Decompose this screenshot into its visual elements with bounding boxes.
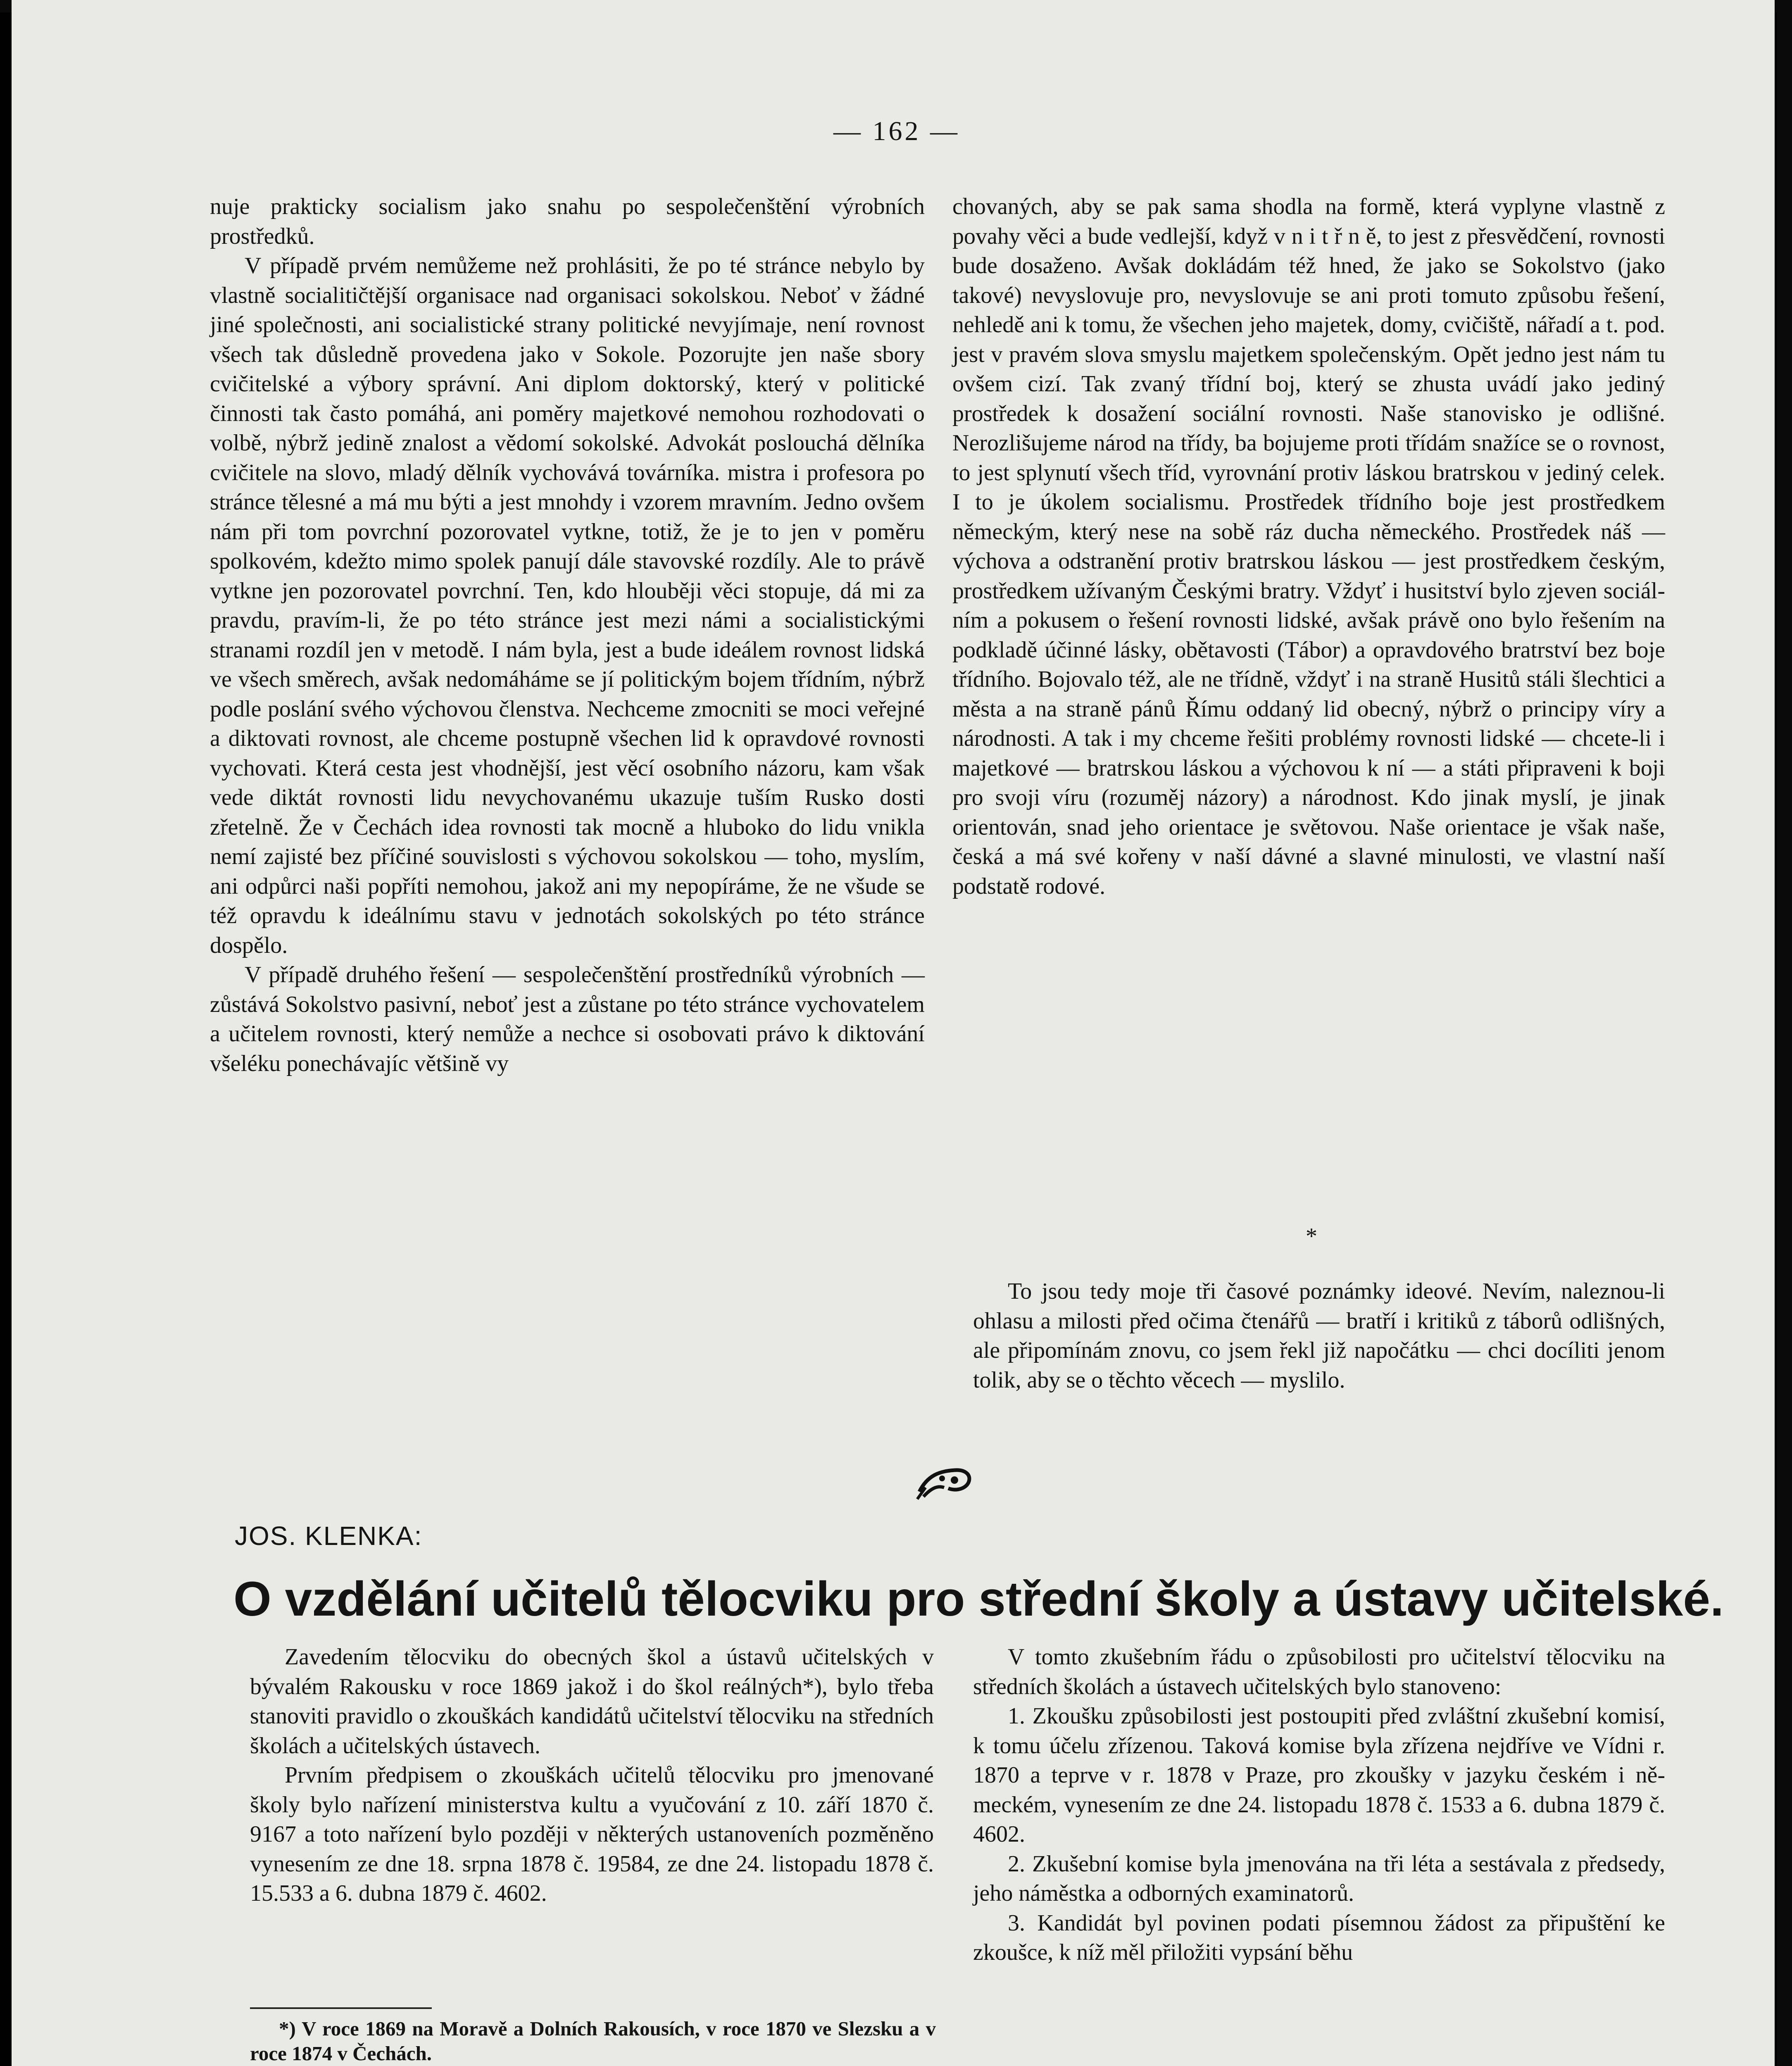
paragraph: V případě prvém nemůžeme než prohlásiti, že po té stránce nebylo by vlastně socialitičtější organisace nad organisaci sokolskou. Neboť v žádné jiné společnosti, ani socialistické strany politické nevyjímaje, není rovnost všech tak důsledně provedena jako v Sokole. Pozorujte jen naše sbory cvičitelské a výbory správní. Ani diplom doktorský, který v politické činnosti tak často pomáhá, ani poměry majetkové nemohou rozhodovati o volbě, nýbrž jedině znalost a vědomí sokolské. Advokát poslouchá dělníka cvičitele na slovo, mladý dělník vychovává továrníka. mistra i profesora po stránce tělesné a má mu býti a jest mnohdy i vzorem mravním. Jedno ovšem nám při tom povrchní pozorovatel vytkne, totiž, že je to jen v poměru spolkovém, kdežto mimo spolek panují dále stavovské rozdíly. Ale to právě vytkne jen pozorovatel povrchní. Ten, kdo hlouběji věci stopuje, dá mi za pravdu, pravím-li, že po této stránce jest mezi námi a socialistickými stranami rozdíl jen v metodě. I nám byla, jest a bude ideálem rovnost lidská ve všech směrech, avšak nedomáháme se jí politickým bojem třídním, nýbrž podle poslání svého výchovou členstva. Nechceme zmocniti se moci veřejné a diktovati rovnost, ale chceme postupně všechen lid k opravdové rovnosti vychovati. Která cesta jest vhodnější, jest věcí osobního názoru, kam však vede diktát rovnosti lidu nevychovanému ukazuje tuším Rusko dosti zřetelně. Že v Čechách idea rovnosti tak mocně a hluboko do lidu vnikla nemí zajisté bez příčiné souvislosti s výchovou sokolskou — toho, myslím, ani odpůrci naši popříti nemohou, jakož ani my nepopíráme, že ne všude se též opravdu k ideálnímu stavu v jednotách sokolských po této stránce dospělo. — [210, 253, 925, 958]
article-title: O vzdělání učitelů tělocviku pro střední školy a ústavy učitelské. — [233, 1572, 1724, 1626]
footnote-text: *) V roce 1869 na Moravě a Dolních Rakousích, v roce 1870 ve Slezsku a v roce 1874 v Čechách. — [250, 2017, 936, 2065]
article-author: JOS. KLENKA: — [235, 1521, 423, 1551]
paragraph: nuje prakticky socialism jako snahu po sespolečenštění výrobních prostředků. — [210, 194, 925, 249]
scan-border-right — [1777, 0, 1792, 2066]
paragraph: 1. Zkoušku způsobilosti jest postoupiti před zvláštní zkušební komisí, k tomu účelu zřízenou. Taková komise byla zřízena nejdříve ve Vídni r. 1870 a teprve v r. 1878 v Praze, pro zkoušky v jazyku českém i německém, vynesením ze dne 24. listopadu 1878 č. 1533 a 6. dubna 1879 č. 4602. — [973, 1703, 1665, 1847]
paragraph: Prvním předpisem o zkouškách učitelů tělocviku pro jmenované školy bylo nařízení ministerstva kultu a vyučování z 10. září 1870 č. 9167 a toto nařízení bylo později v některých ustanoveních pozměněno vynesením ze dne 18. srpna 1878 č. 19584, ze dne 24. listopadu 1878 č. 15.533 a 6. dubna 1879 č. 4602. — [250, 1762, 934, 1906]
paragraph: V případě druhého řešení — sespolečenštění prostředníků výrobních — zůstává Sokolstvo pasivní, neboť jest a zůstane po této stránce vychovatelem a učitelem rovnosti, který nemůže a nechce si osobovati právo k diktování všeléku ponechávajíc většině vy — [210, 962, 925, 1076]
article-column-right — [973, 1642, 1665, 1968]
section-separator-star: * — [1306, 1223, 1317, 1249]
footnote-divider — [250, 2007, 432, 2009]
article-column-left — [210, 192, 925, 1078]
paragraph: V tomto zkušebním řádu o způsobilosti pro učitelství tělocviku na středních školách a ústavech učitelských bylo stanoveno: — [973, 1644, 1665, 1699]
article-column-left — [250, 1642, 934, 1909]
paragraph: chovaných, aby se pak sama shodla na formě, která vyplyne vlastně z povahy věci a bude vedlejší, když v n i t ř n ě, to jest z přesvědčení, rovnosti bude dosaženo. Avšak dokládám též hned, že jako se Sokolstvo (jako takové) nevyslovuje pro, nevyslovuje se ani proti tomuto způsobu řešení, nehledě ani k tomu, že všechen jeho majetek, domy, cvičiště, nářadí a t. pod. jest v pravém slova smyslu majetkem společenským. Opět jedno jest nám tu ovšem cizí. Tak zvaný třídní boj, který se zhusta uvádí jako jediný prostředek k dosažení sociální rovnosti. Naše stanovisko je odlišné. Nerozlišujeme národ na třídy, ba bojujeme proti třídám snažíce se o rovnost, to jest splynutí všech tříd, vyrovnání protiv láskou bratrskou v jediný celek. I to je úkolem socialismu. Prostředek třídního boje jest prostředkem německým, který nese na sobě ráz ducha německého. Prostředek náš — výchova a odstranění protiv bratrskou láskou — jest prostředkem českým, prostředkem užívaným Českými bratry. Vždyť i husitství bylo zjeven sociálním a pokusem o řešení rovnosti lidské, avšak právě ono bylo řešením na podkladě účinné lásky, obětavosti (Tábor) a opravdového bratrství bez boje třídního. Bojovalo též, ale ne třídně, vždyť i na straně Husitů stáli šlechtici a města a na straně pánů Římu oddaný lid obecný, nýbrž o principy víry a národnosti. A tak i my chceme řešiti problémy rovnosti lidské — chcete-li i majetkové — bratrskou láskou a výchovou k ní — a státi připraveni k boji pro svoji víru (rozuměj názory) a národnost. Kdo jinak myslí, je jinak orientován, snad jeho orientace je světovou. Naše orientace je však naše, česká a má své kořeny v naší dávné a slavné minulosti, ve vlastní naší podstatě rodové. — [952, 194, 1665, 899]
paragraph: 3. Kandidát byl povinen podati písemnou žádost za připuštění ke zkoušce, k níž měl přiložiti vypsání běhu — [973, 1910, 1665, 1965]
flower-ornament-icon — [915, 1463, 973, 1502]
page-number: — 162 — — [833, 116, 960, 146]
paragraph: 2. Zkušební komise byla jmenována na tři léta a sestávala z předsedy, jeho náměstka a odborných examinatorů. — [973, 1851, 1665, 1906]
paragraph: To jsou tedy moje tři časové poznámky ideové. Nevím, naleznou-li ohlasu a milosti před očima čtenářů — bratří i kritiků z táborů odlišných, ale připomínám znovu, co jsem řekl již napočátku — chci docíliti jenom tolik, aby se o těchto věcech — myslilo. — [973, 1278, 1665, 1393]
footnote — [250, 2016, 936, 2066]
paragraph: Zavedením tělocviku do obecných škol a ústavů učitelských v bývalém Rakousku v roce 1869 jakož i do škol reálných*), bylo třeba stanoviti pravidlo o zkouškách kandidátů učitelství tělocviku na středních školách a učitelských ústavech. — [250, 1644, 934, 1759]
article-column-right — [952, 192, 1665, 901]
closing-paragraph — [973, 1277, 1665, 1395]
